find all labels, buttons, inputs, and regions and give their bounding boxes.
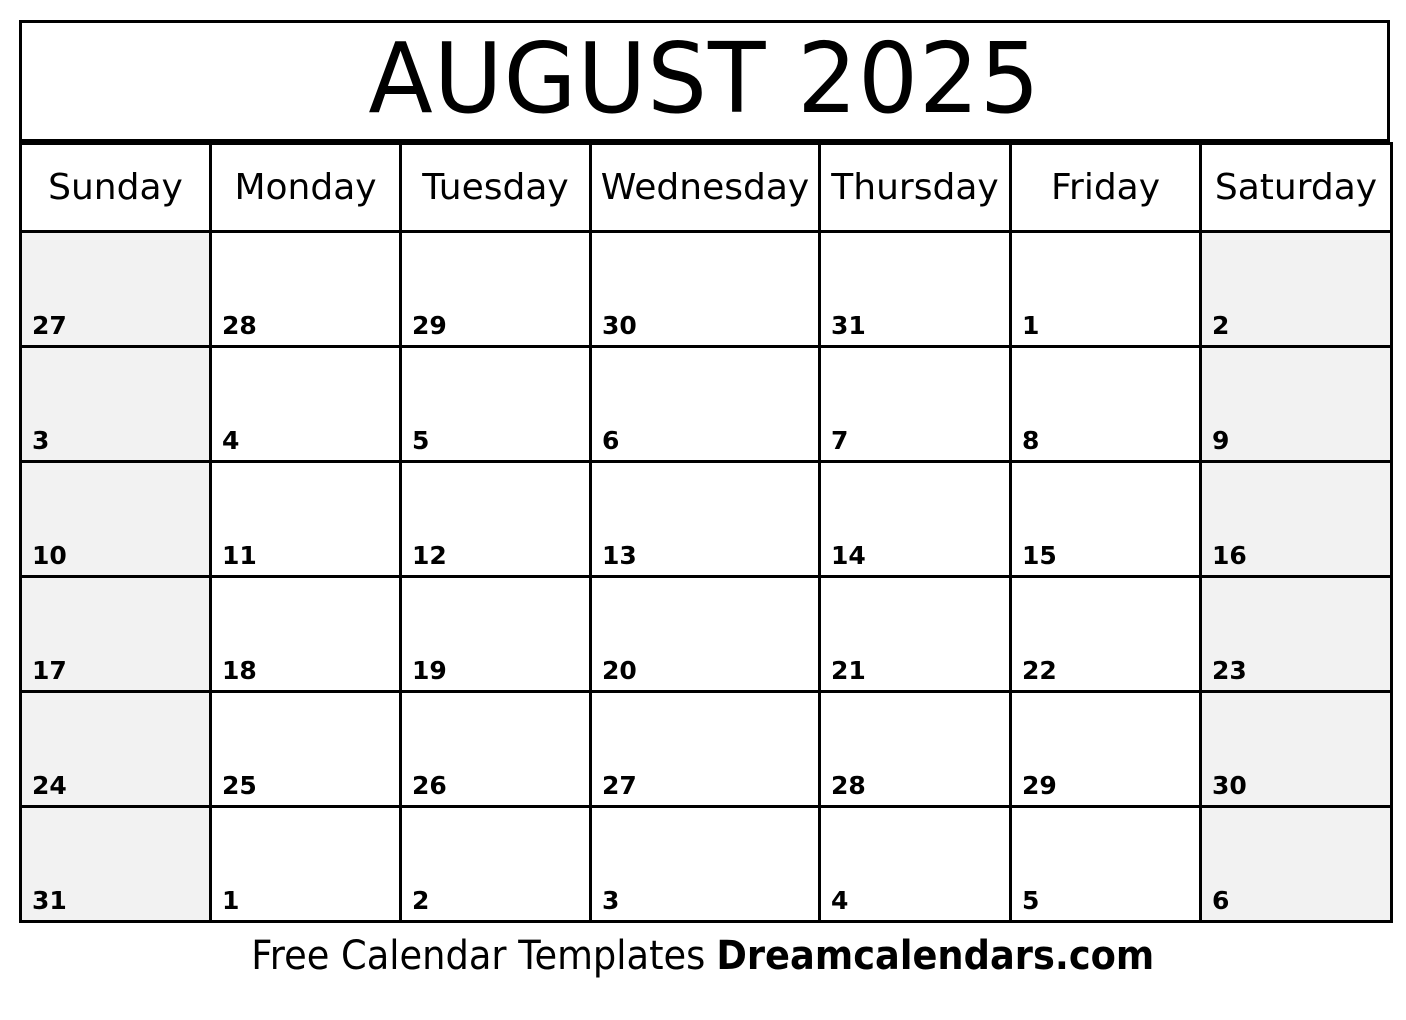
day-cell [820, 807, 1011, 922]
day-number: 1 [222, 886, 240, 915]
day-cell [1201, 692, 1392, 807]
week-row-1 [21, 232, 1392, 347]
day-number: 28 [831, 771, 866, 800]
day-cell [21, 462, 211, 577]
day-cell [401, 692, 591, 807]
day-cell [211, 692, 401, 807]
day-number: 12 [412, 541, 447, 570]
day-cell [1201, 462, 1392, 577]
week-row-5 [21, 692, 1392, 807]
day-number: 24 [32, 771, 67, 800]
day-cell [211, 347, 401, 462]
day-number: 30 [1212, 771, 1247, 800]
day-cell [401, 577, 591, 692]
day-number: 17 [32, 656, 67, 685]
day-number: 9 [1212, 426, 1230, 455]
day-number: 6 [602, 426, 620, 455]
day-number: 21 [831, 656, 866, 685]
day-number: 3 [32, 426, 50, 455]
weekday-header-saturday: Saturday [1201, 144, 1392, 232]
weekday-header-friday: Friday [1011, 144, 1201, 232]
day-cell [820, 577, 1011, 692]
day-cell [401, 232, 591, 347]
day-cell [820, 347, 1011, 462]
calendar-title: AUGUST 2025 [368, 21, 1041, 135]
day-number: 26 [412, 771, 447, 800]
day-number: 30 [602, 311, 637, 340]
day-number: 28 [222, 311, 257, 340]
day-cell [1201, 807, 1392, 922]
day-number: 1 [1022, 311, 1040, 340]
day-cell [401, 462, 591, 577]
calendar-content [19, 20, 1390, 923]
day-number: 19 [412, 656, 447, 685]
day-cell [211, 462, 401, 577]
weekday-header-monday: Monday [211, 144, 401, 232]
day-cell [21, 692, 211, 807]
weekday-header-wednesday: Wednesday [591, 144, 820, 232]
day-number: 27 [602, 771, 637, 800]
day-cell [591, 347, 820, 462]
day-number: 11 [222, 541, 257, 570]
day-cell [401, 347, 591, 462]
day-cell [1201, 347, 1392, 462]
week-row-2 [21, 347, 1392, 462]
day-cell [211, 807, 401, 922]
day-number: 5 [412, 426, 430, 455]
day-cell [591, 462, 820, 577]
day-cell [820, 232, 1011, 347]
day-number: 18 [222, 656, 257, 685]
day-number: 2 [1212, 311, 1230, 340]
day-number: 4 [222, 426, 240, 455]
day-cell [401, 807, 591, 922]
day-number: 29 [1022, 771, 1057, 800]
day-number: 23 [1212, 656, 1247, 685]
day-number: 14 [831, 541, 866, 570]
day-cell [1011, 232, 1201, 347]
day-number: 6 [1212, 886, 1230, 915]
day-number: 25 [222, 771, 257, 800]
day-cell [1201, 232, 1392, 347]
day-number: 15 [1022, 541, 1057, 570]
day-cell [591, 807, 820, 922]
day-cell [1011, 692, 1201, 807]
day-number: 13 [602, 541, 637, 570]
footer-text [251, 932, 1154, 980]
day-number: 4 [831, 886, 849, 915]
day-cell [591, 232, 820, 347]
day-cell [1011, 807, 1201, 922]
day-cell [820, 692, 1011, 807]
day-cell [1011, 577, 1201, 692]
day-number: 8 [1022, 426, 1040, 455]
calendar-grid [19, 142, 1393, 923]
footer [0, 932, 1406, 980]
day-cell [21, 577, 211, 692]
day-number: 10 [32, 541, 67, 570]
day-number: 27 [32, 311, 67, 340]
day-number: 22 [1022, 656, 1057, 685]
day-cell [211, 577, 401, 692]
weekday-header-row [21, 144, 1392, 232]
day-cell [591, 577, 820, 692]
day-number: 3 [602, 886, 620, 915]
day-number: 2 [412, 886, 430, 915]
day-cell [21, 807, 211, 922]
day-number: 7 [831, 426, 849, 455]
day-number: 20 [602, 656, 637, 685]
footer-label: Free Calendar Templates [251, 933, 706, 979]
day-cell [1011, 462, 1201, 577]
calendar-title-box [19, 20, 1390, 142]
day-cell [591, 692, 820, 807]
day-cell [1201, 577, 1392, 692]
day-number: 31 [32, 886, 67, 915]
day-number: 5 [1022, 886, 1040, 915]
weekday-header-tuesday: Tuesday [401, 144, 591, 232]
weekday-header-thursday: Thursday [820, 144, 1011, 232]
day-cell [21, 232, 211, 347]
week-row-3 [21, 462, 1392, 577]
footer-brand-link[interactable]: Dreamcalendars.com [716, 933, 1155, 979]
day-number: 29 [412, 311, 447, 340]
day-number: 31 [831, 311, 866, 340]
weekday-header-sunday: Sunday [21, 144, 211, 232]
day-cell [21, 347, 211, 462]
week-row-6 [21, 807, 1392, 922]
day-cell [211, 232, 401, 347]
day-cell [820, 462, 1011, 577]
day-number: 16 [1212, 541, 1247, 570]
day-cell [1011, 347, 1201, 462]
week-row-4 [21, 577, 1392, 692]
